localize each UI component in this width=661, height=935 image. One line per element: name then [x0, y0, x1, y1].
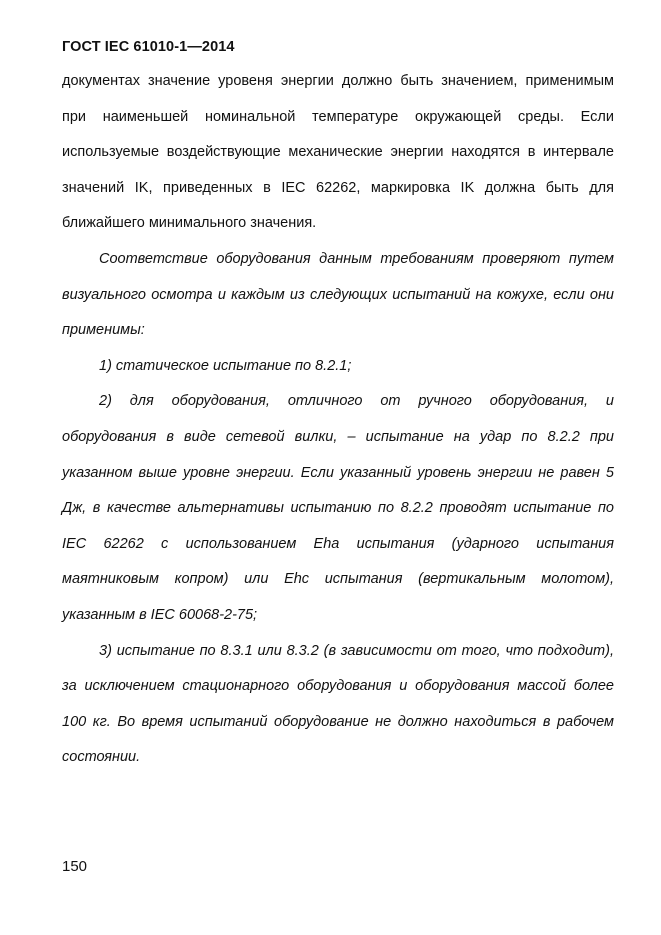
- page-number: 150: [62, 858, 88, 875]
- list-item-2: 2) для оборудования, отличного от ручного оборудования, и оборудования в виде сетевой вилки, – испытание на удар по 8.2.2 при указанном выше уровне энергии. Если указанный уровень энергии не равен 5 Дж, в качестве альтернативы испытанию по 8.2.2 проводят испытание по IEC 62262 с использованием Eha испытания (ударного испытания маятниковым копром) или Ehc испытания (вертикальным молотом), указанным в IEC 60068-2-75;: [62, 393, 614, 623]
- list-item-1: 1) статическое испытание по 8.2.1;: [99, 357, 352, 374]
- document-header: ГОСТ IEC 61010-1—2014: [62, 39, 235, 55]
- paragraph-continuation: документах значение уровеня энергии должно быть значением, применимым при наименьшей номинальной температуре окружающей среды. Если используемые воздействующие механические энергии находятся в интервале значений IK, приведенных в IEC 62262, маркировка IK должна быть для ближайшего минимального значения.: [62, 73, 614, 232]
- document-body: [62, 64, 614, 776]
- list-item-3: 3) испытание по 8.3.1 или 8.3.2 (в зависимости от того, что подходит), за исключением стационарного оборудования и оборудования массой более 100 кг. Во время испытаний оборудование не должно находиться в рабочем состоянии.: [62, 642, 614, 766]
- paragraph-compliance: Соответствие оборудования данным требованиям проверяют путем визуального осмотра и каждым из следующих испытаний на кожухе, если они применимы:: [62, 250, 614, 339]
